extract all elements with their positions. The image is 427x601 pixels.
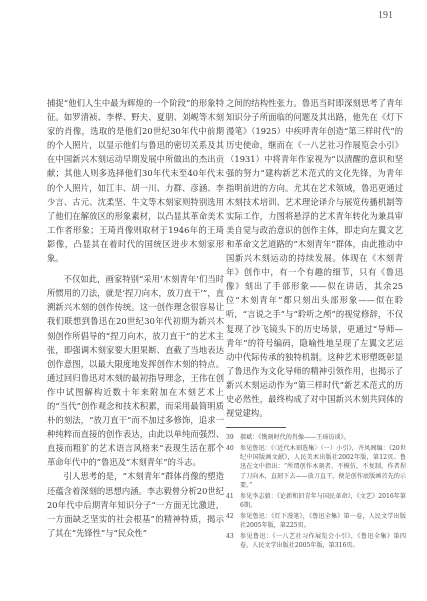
footnote-number: 43 <box>226 532 234 540</box>
paragraph: 引人思考的是，“木刻青年”群体肖像的塑造还蕴含着深刻的思想内涵。李志毅曾分析20世纪20年代中后期青年知识分子“一方面无比激进，一方面缺乏坚实的社会根基”的精神特质，揭示了其在“先锋性”与“民众性” <box>47 471 224 538</box>
footnotes <box>226 433 406 552</box>
footnote-text: 参见鲁迅：《一八艺社习作展览会小引》，《鲁迅全集》第四卷，人民文学出版社2005年版，第316页。 <box>240 532 406 550</box>
paragraph: 捕捉“他们人生中最为辉煌的一个阶段”的形象特征。如罗清祯、李桦、野夫、夏朋、刘岘等木刻家的肖像，选取的是他们20世纪30年代中前期的个人照片，以显示他们与鲁迅的密切关系及其在中国新兴木刻运动早期发展中所做出的杰出贡献；其他人则多选择他们30年代末至40年代末的个人照片，如江丰、胡一川、力群、彦涵、李少言、古元、沈柔坚、牛文等木刻家则特别选用了他们在解放区的形象素材，以凸显其革命美术工作者形象；王琦肖像则取材于1946年的王琦影像，凸显其在着时代的国统区进步木刻家形象。 <box>47 98 224 264</box>
page-number: 191 <box>378 10 393 21</box>
footnote-text: 参见李志毅：《论新和旧青年与国民革命》，《文艺》2016年第6期。 <box>240 492 406 510</box>
paragraph: 之间的结构性张力。鲁迅当时即深刻思考了青年知识分子所面临的问题及其出路，他先在《灯下漫笔》（1925）中疾呼青年创造“第三样时代”的历史使命，继而在《一八艺社习作展览会小引》（1931）中将青年作家视为“以清醒的意识和坚强的努力”建构新艺术范式的文化先锋，为青年指明前进的方向。尤其在艺术领域，鲁迅更通过木刻技术培训、艺术理论译介与展览传播机制等实际工作，力图将悬浮的艺术青年转化为兼具审美自觉与政治意识的创作主体，即走向左翼文艺和革命文艺道路的“木刻青年”群体，由此推动中国新兴木刻运动的持续发展。体现在《木刻青年》创作中，有一个有趣的细节，只有《鲁迅像》刻出了手部形象——似在讲话，其余25位“木刻青年”都只刻出头部形象——似在聆听，“言说之手”与“聆听之颅”的视觉修辞，不仅复现了沙飞镜头下的历史场景，更通过“导师—青年”的符号编码，隐喻性地呈现了左翼文艺运动中代际传承的独特机制。这种艺术形塑既彰显了鲁迅作为文化导师的精神引领作用，也揭示了新兴木刻运动作为“第三样时代”新艺术范式的历史必然性，最终构成了对中国新兴木刻共同体的视觉建构。 <box>226 98 403 419</box>
left-text-column <box>47 96 224 540</box>
footnote-number: 39 <box>226 434 234 441</box>
footnote-number: 42 <box>226 512 234 520</box>
footnote <box>226 492 406 511</box>
footnote <box>226 512 406 531</box>
footnote-number: 40 <box>226 444 234 452</box>
footnote-text: 参见鲁迅：《〈近代木刻选集〉（一）小引》，齐凤阁编：《20世纪中国版画文献》，人民美术出版社2002年版，第12页。鲁迅在文中指出：“所谓创作木刻者，不模仿，不复制，作者捏了刀向木，直刻下去——放刀直干，便是创作底版画首先的示要。” <box>240 444 406 490</box>
paragraph: 不仅如此，画家特别“采用‘木刻青年’们当时所惯用的刀法，就是‘捏刀向木，放刀直干’”，直溯新兴木刻的创作传统。这一创作理念很容易让我们联想到鲁迅在20世纪30年代初期为新兴木刻创作所倡导的“捏刀向木，放刀直干”的艺术主张，即强调木刻家要大胆果断、直截了当地表达创作意图，以最大限度地发挥创作木刻的特点。通过回归鲁迅对木刻的最初指导理念，王伟在创作中试图解构近数十年来附加在木刻艺术上的“当代”创作观念和技术积累，而采用最简明质朴的刻法，“放刀直干”而不加过多修饰，追求一种纯粹而直接的创作表达，由此以单纯而强烈、直接而粗犷的艺术语言风格来“表现生活在那个革命年代中的”鲁迅及“木刻青年”的斗志。 <box>47 274 224 468</box>
right-text-column <box>226 96 403 420</box>
footnote <box>226 433 406 442</box>
footnote <box>226 532 406 551</box>
footnote-text: 参见鲁迅：《灯下漫笔》，《鲁迅全集》第一卷，人民文学出版社2005年版，第225页。 <box>240 512 406 530</box>
footnote-text: 郝斌：《镌刻时代的肖像——王琦访谈》。 <box>240 434 350 441</box>
footnote-number: 41 <box>226 492 234 500</box>
footnote-divider <box>226 427 286 428</box>
footnote <box>226 444 406 491</box>
